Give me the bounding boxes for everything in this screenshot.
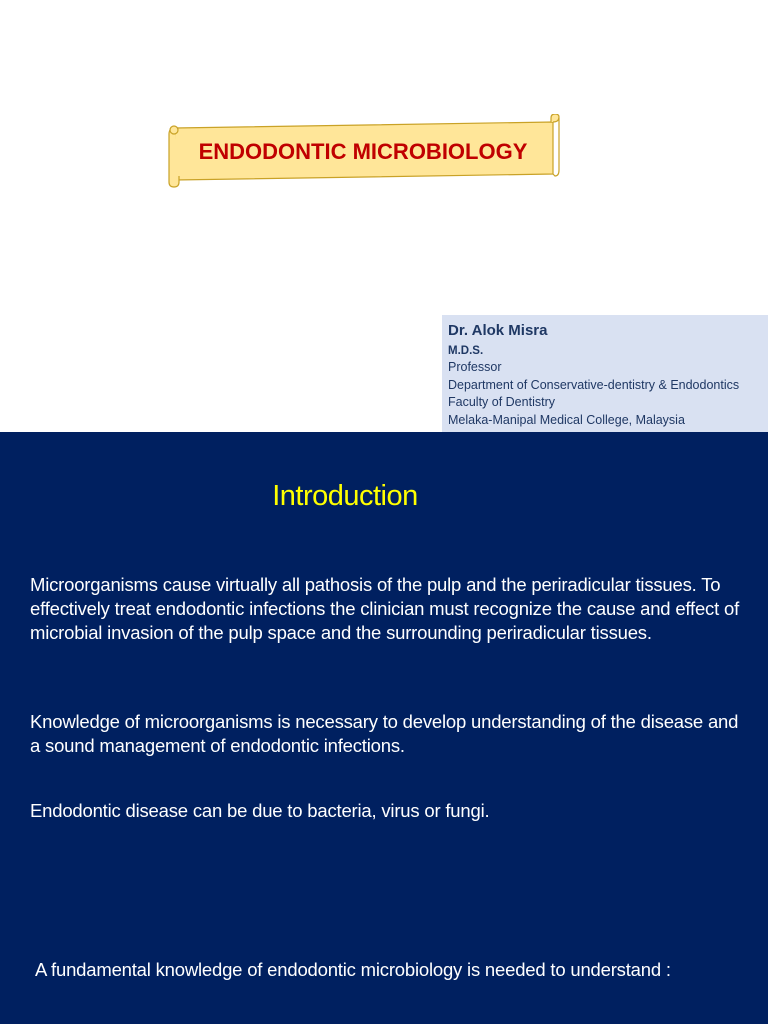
intro-paragraph-3: Endodontic disease can be due to bacteria, virus or fungi.: [30, 800, 490, 821]
author-degree: M.D.S.: [448, 345, 484, 357]
author-department: Department of Conservative-dentistry & Endodontics: [448, 377, 740, 392]
author-name: Dr. Alok Misra: [448, 322, 548, 339]
intro-paragraph-4: A fundamental knowledge of endodontic microbiology is needed to understand :: [35, 959, 671, 980]
author-position: Professor: [448, 360, 502, 374]
author-faculty: Faculty of Dentistry: [448, 395, 555, 409]
title-slide: [0, 0, 768, 432]
author-info-box: [442, 315, 768, 432]
title-scroll-banner: [163, 114, 561, 188]
introduction-slide: [0, 432, 768, 1024]
document-title: ENDODONTIC MICROBIOLOGY: [198, 139, 528, 164]
intro-paragraph-2: Knowledge of microorganisms is necessary to develop understanding of the disease and a sound management of endodontic infections.: [30, 711, 739, 756]
intro-paragraph-1: Microorganisms cause virtually all pathosis of the pulp and the periradicular tissues. To effectively treat endodontic infections the clinician must recognize the cause and effect of microbial invasion of the pulp space and the surrounding periradicular tissues.: [30, 574, 740, 643]
author-institution: Melaka-Manipal Medical College, Malaysia: [448, 412, 685, 427]
introduction-heading: Introduction: [272, 480, 418, 512]
